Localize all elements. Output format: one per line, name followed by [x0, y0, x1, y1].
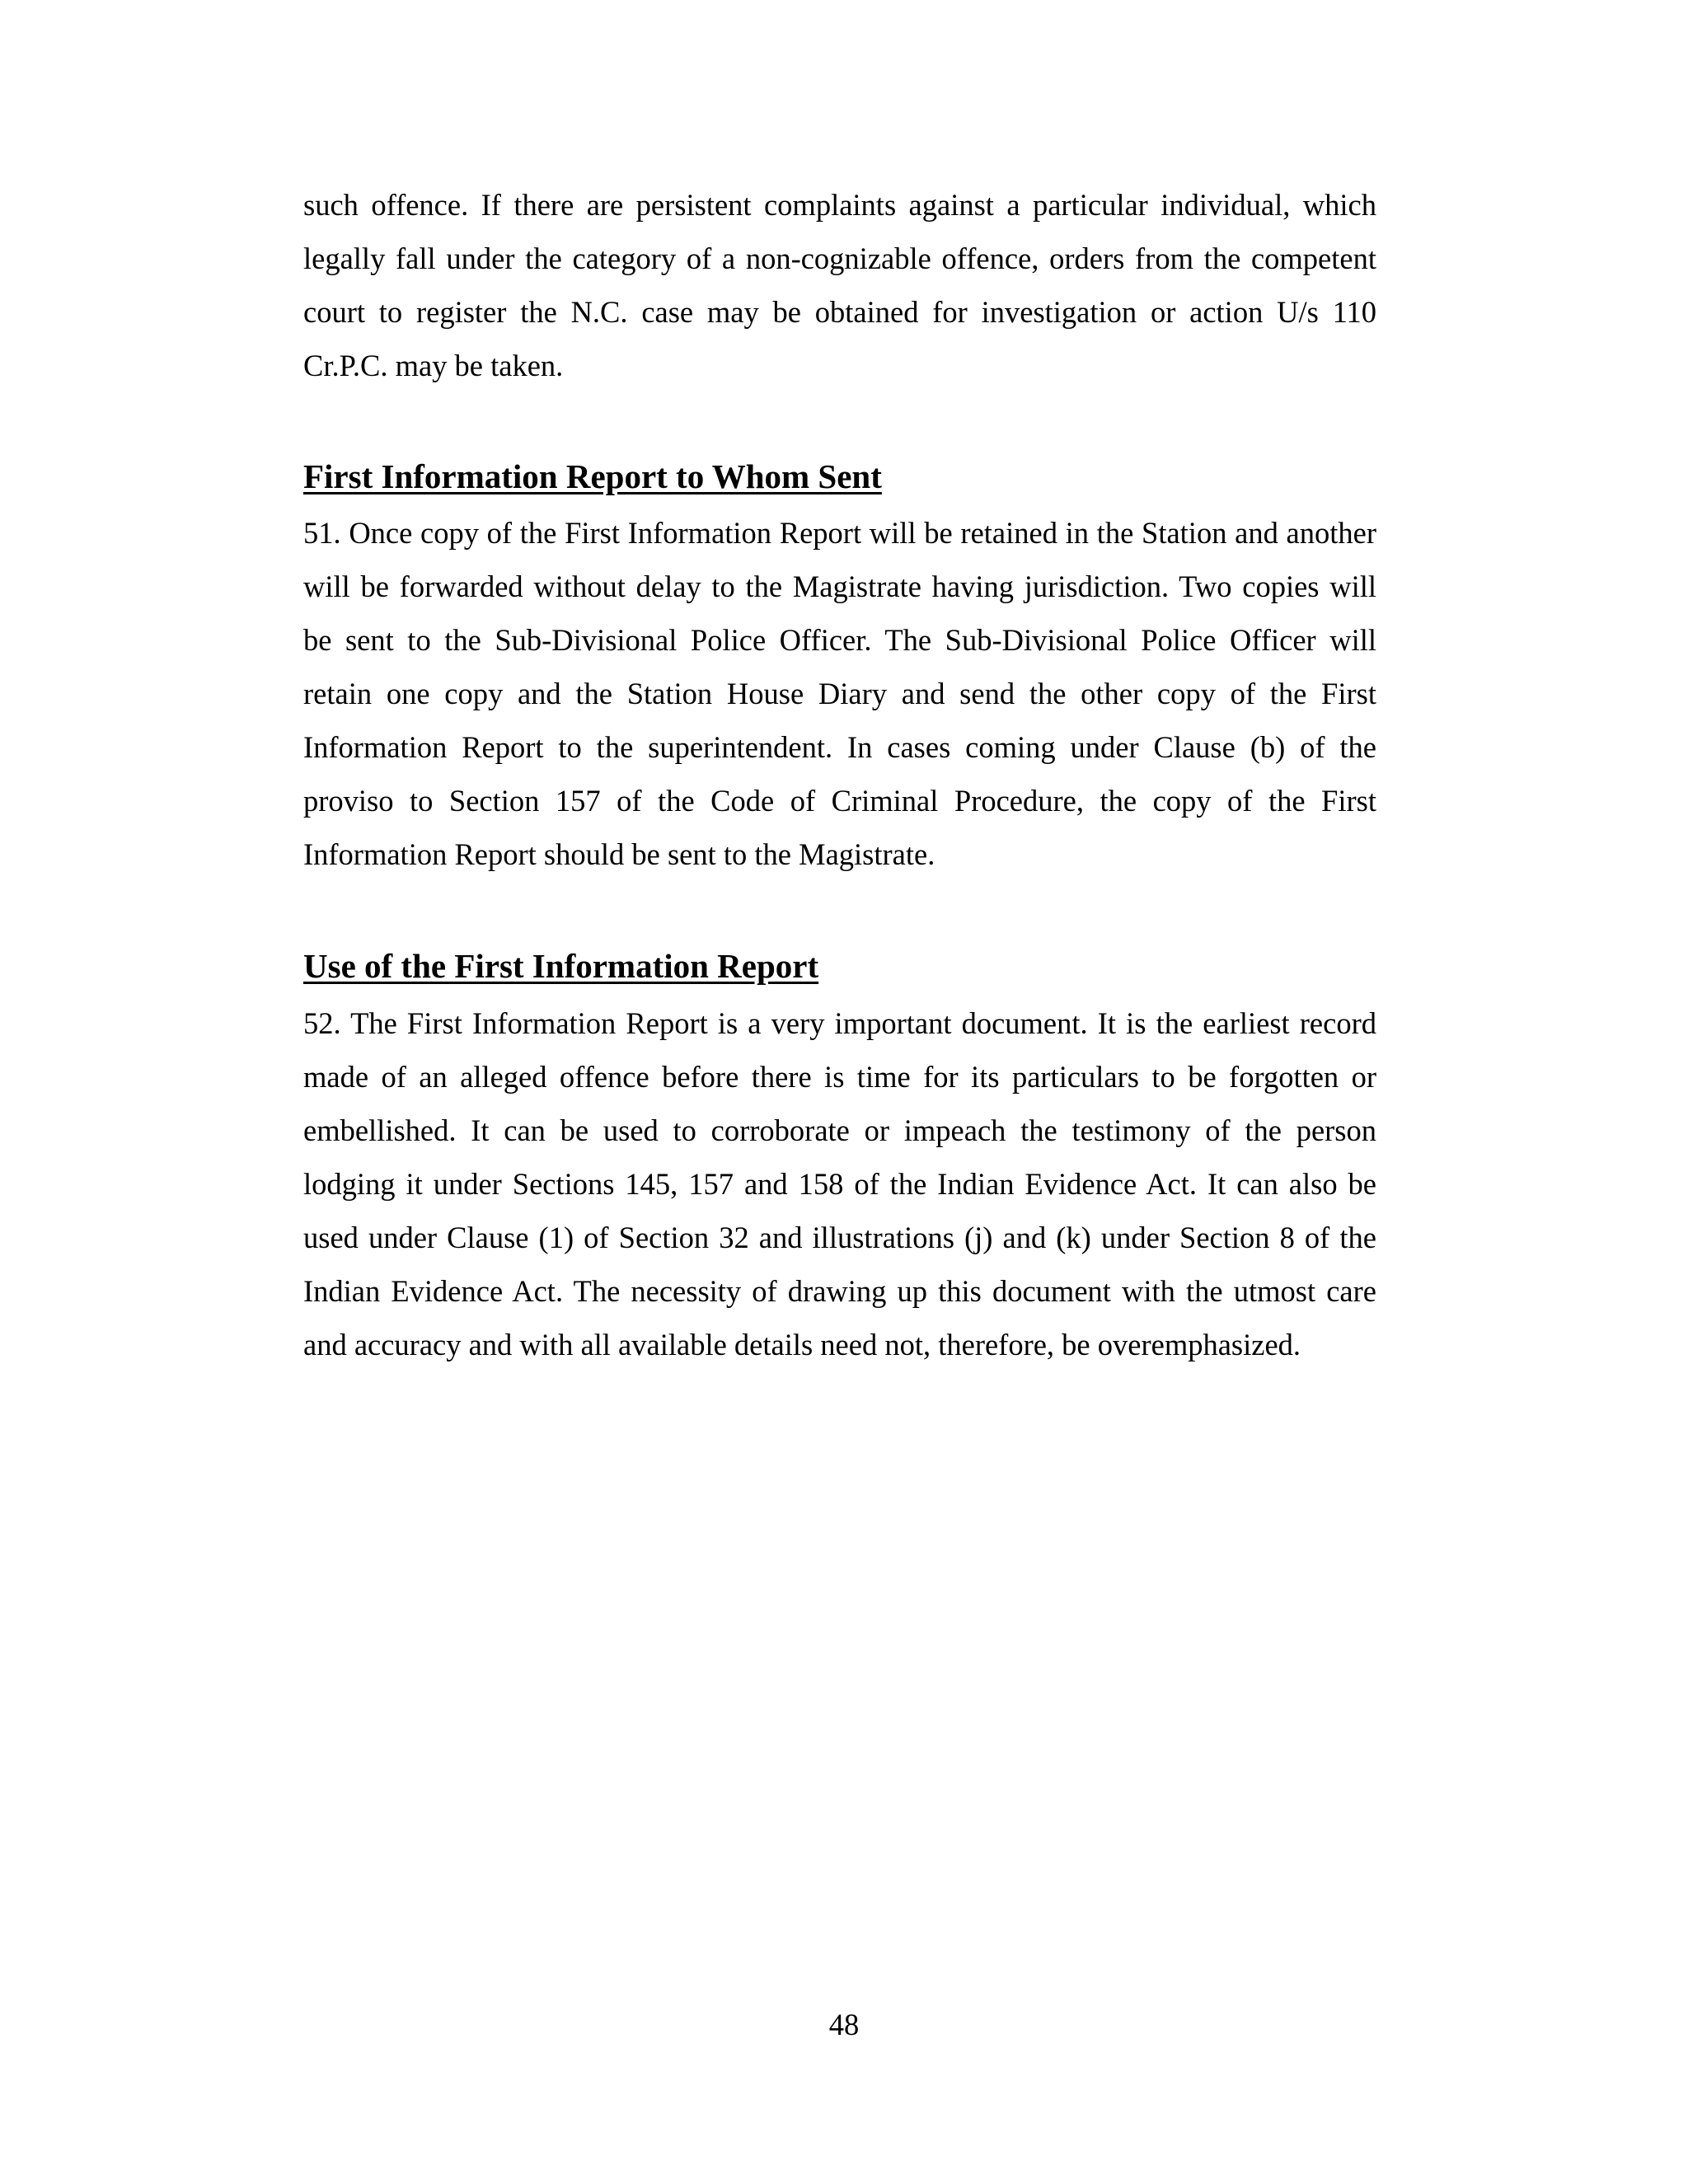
page-number: 48 [828, 2008, 860, 2041]
section-body-use-of-fir: 52. The First Information Report is a very important document. It is the earliest record made of an alleged offence before there is time for its particulars to be forgotten or embellished. It can be used to corroborate or impeach the testimony of the person lodging it under Sections 145, 157 and 158 of the Indian Evidence Act. It can also be used under Clause (1) of Section 32 and illustrations (j) and (k) under Section 8 of the Indian Evidence Act. The necessity of drawing up this document with the utmost care and accuracy and with all available details need not, therefore, be overemphasized. [303, 1006, 1376, 1361]
section-heading-use-of-fir: Use of the First Information Report [303, 947, 819, 985]
section-body-fir-whom-sent: 51. Once copy of the First Information Report will be retained in the Station and another will be forwarded without delay to the Magistrate having jurisdiction. Two copies will be sent to the Sub-Divisional Police Officer. The Sub-Divisional Police Officer will retain one copy and the Station House Diary and send the other copy of the First Information Report to the superintendent. In cases coming under Clause (b) of the proviso to Section 157 of the Code of Criminal Procedure, the copy of the First Information Report should be sent to the Magistrate. [303, 516, 1376, 871]
section-heading-fir-whom-sent: First Information Report to Whom Sent [303, 457, 882, 495]
continued-paragraph: such offence. If there are persistent complaints against a particular individual, which legally fall under the category of a non-cognizable offence, orders from the competent court to register the N.C. case may be obtained for investigation or action U/s 110 Cr.P.C. may be taken. [303, 188, 1376, 382]
